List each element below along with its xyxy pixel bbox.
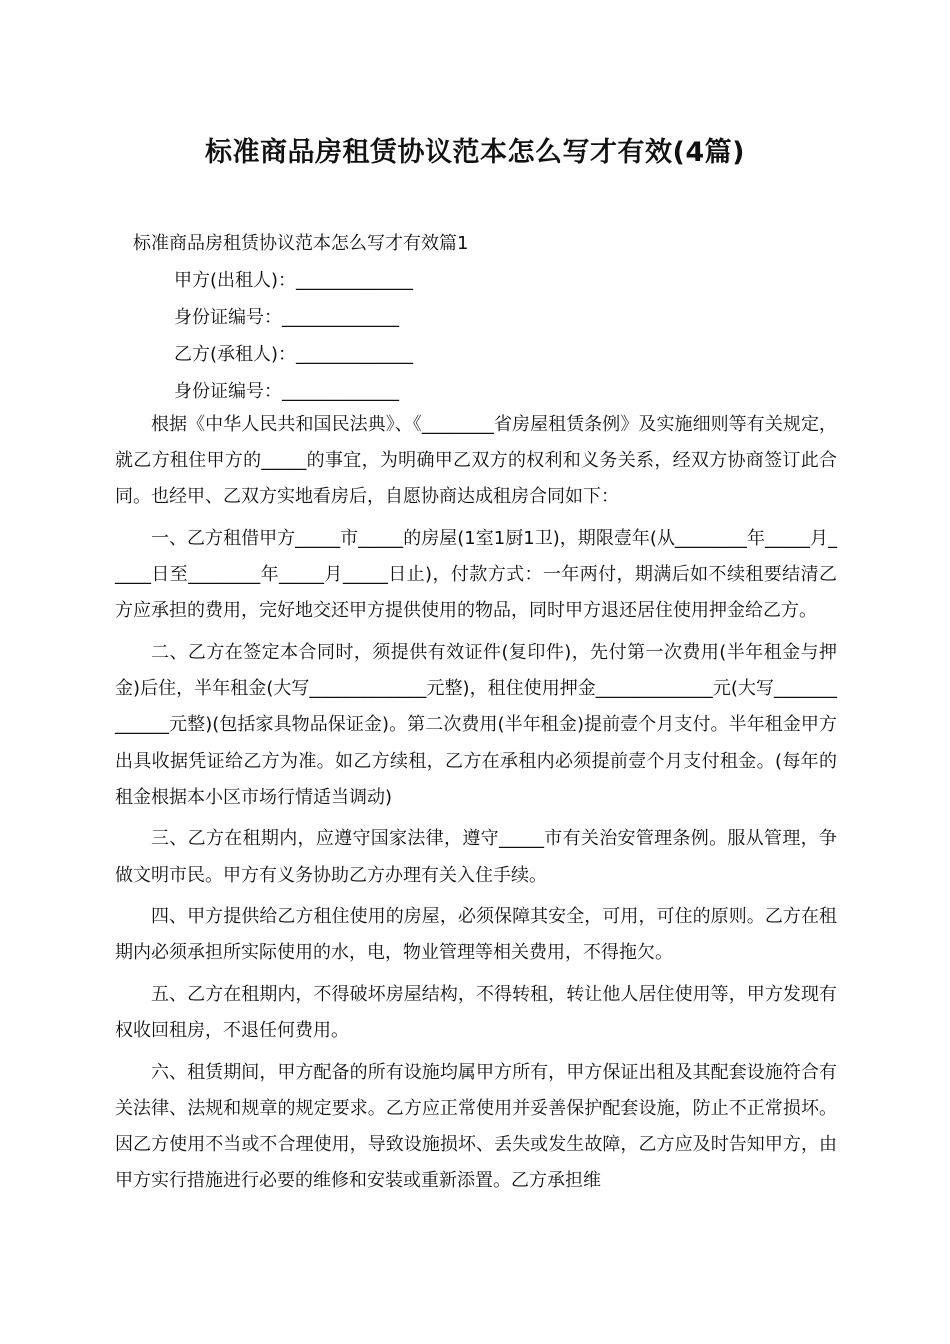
paragraph-clause-2: 二、乙方在签定本合同时，须提供有效证件(复印件)，先付第一次费用(半年租金与押金)后住，半年租金(大写_____________元整)，租住使用押金_____________元(大写_____________元整)(包括家具物品保证金)。第二次费用(半年租金)提前壹个月支付。半年租金甲方出具收据凭证给乙方为准。如乙方续租，乙方在承租内必须提前壹个月支付租金。(每年的租金根据本小区市场行情适当调动) xyxy=(115,642,837,808)
paragraph-clause-6: 六、租赁期间，甲方配备的所有设施均属甲方所有，甲方保证出租及其配套设施符合有关法律、法规和规章的规定要求。乙方应正常使用并妥善保护配套设施，防止不正常损坏。因乙方使用不当或不合理使用，导致设施损坏、丢失或发生故障，乙方应及时告知甲方，由甲方实行措施进行必要的维修和安装或重新添置。乙方承担维 xyxy=(115,1061,837,1192)
paragraph-clause-5: 五、乙方在租期内，不得破坏房屋结构，不得转租，转让他人居住使用等，甲方发现有权收回租房，不退任何费用。 xyxy=(115,984,837,1042)
section-heading: 标准商品房租赁协议范本怎么写才有效篇1 xyxy=(133,233,469,254)
paragraph-clause-1: 一、乙方租借甲方_____市_____的房屋(1室1厨1卫)，期限壹年(从________年_____月_____日至________年_____月_____日止)，付款方式：一年两付，期满后如不续租要结清乙方应承担的费用，完好地交还甲方提供使用的物品，同时甲方退还居住使用押金给乙方。 xyxy=(115,528,837,622)
party-a-field: 甲方(出租人)：_____________ xyxy=(174,270,414,291)
paragraph-preamble: 根据《中华人民共和国民法典》、《________省房屋租赁条例》及实施细则等有关规定，就乙方租住甲方的_____的事宜，为明确甲乙双方的权利和义务关系，经双方协商签订此合同。也经甲、乙双方实地看房后，自愿协商达成租房合同如下： xyxy=(115,414,837,508)
contract-body xyxy=(115,407,837,1205)
party-a-id-field: 身份证编号：_____________ xyxy=(174,307,399,328)
party-b-id-field: 身份证编号：_____________ xyxy=(174,381,399,402)
party-b-field: 乙方(承租人)：_____________ xyxy=(174,344,414,365)
document-title: 标准商品房租赁协议范本怎么写才有效(4篇) xyxy=(205,137,745,168)
paragraph-clause-4: 四、甲方提供给乙方租住使用的房屋，必须保障其安全，可用，可住的原则。乙方在租期内必须承担所实际使用的水，电，物业管理等相关费用，不得拖欠。 xyxy=(115,906,837,964)
paragraph-clause-3: 三、乙方在租期内，应遵守国家法律，遵守_____市有关治安管理条例。服从管理，争做文明市民。甲方有义务协助乙方办理有关入住手续。 xyxy=(115,828,837,886)
